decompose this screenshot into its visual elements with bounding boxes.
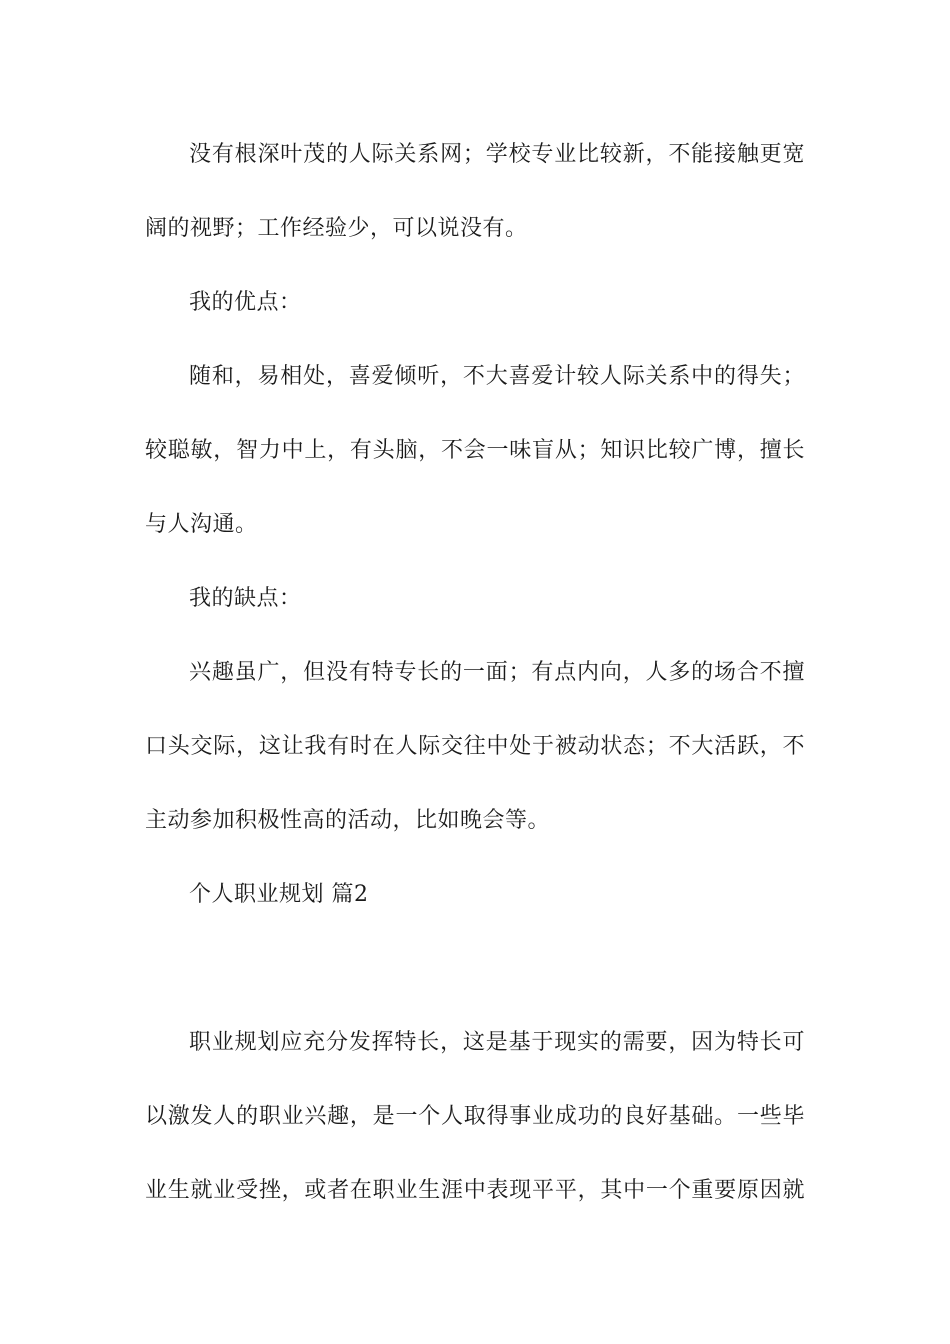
text-line: 阔的视野；工作经验少，可以说没有。 bbox=[145, 216, 528, 241]
text-line: 没有根深叶茂的人际关系网；学校专业比较新，不能接触更宽 bbox=[189, 142, 805, 167]
text-line: 兴趣虽广，但没有特专长的一面；有点内向，人多的场合不擅 bbox=[189, 660, 805, 685]
text-line: 以激发人的职业兴趣，是一个人取得事业成功的良好基础。一些毕 bbox=[145, 1104, 805, 1129]
text-line: 口头交际，这让我有时在人际交往中处于被动状态；不大活跃，不 bbox=[145, 734, 805, 759]
text-line: 较聪敏，智力中上，有头脑，不会一味盲从；知识比较广博，擅长 bbox=[145, 438, 805, 463]
text-line: 业生就业受挫，或者在职业生涯中表现平平，其中一个重要原因就 bbox=[145, 1178, 805, 1203]
text-line: 与人沟通。 bbox=[145, 512, 258, 537]
text-line: 随和，易相处，喜爱倾听，不大喜爱计较人际关系中的得失； bbox=[189, 364, 805, 389]
section-label-weaknesses: 我的缺点： bbox=[189, 586, 302, 611]
text-line: 职业规划应充分发挥特长，这是基于现实的需要，因为特长可 bbox=[189, 1030, 805, 1055]
section-heading: 个人职业规划 篇2 bbox=[189, 882, 369, 907]
text-line: 主动参加积极性高的活动，比如晚会等。 bbox=[145, 808, 551, 833]
section-label-strengths: 我的优点： bbox=[189, 290, 302, 315]
